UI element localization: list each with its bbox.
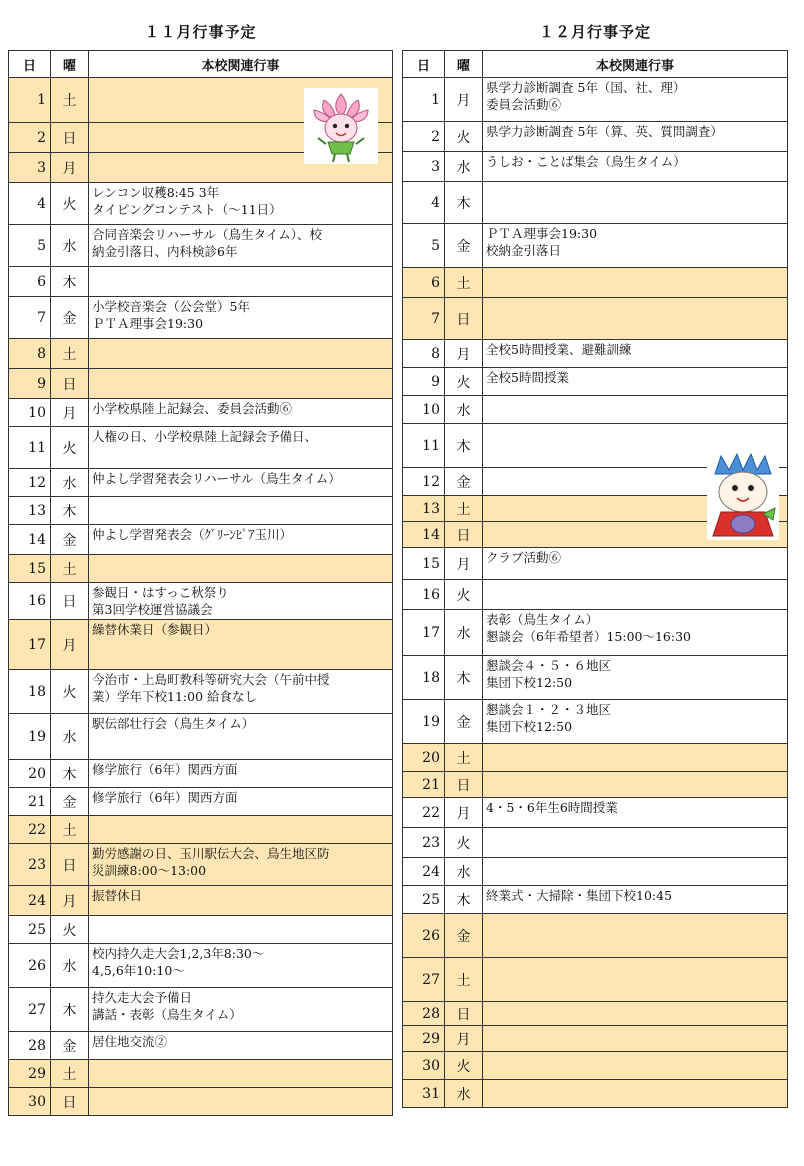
day-cell: 1: [9, 78, 51, 123]
weekday-cell: 水: [51, 714, 89, 760]
weekday-cell: 日: [51, 844, 89, 886]
event-cell: 持久走大会予備日 講話・表彰（鳥生タイム）: [89, 988, 393, 1032]
weekday-cell: 日: [51, 369, 89, 399]
event-cell: [483, 298, 788, 340]
table-row: [9, 555, 393, 583]
table-row: [9, 427, 393, 469]
event-cell: 勤労感謝の日、玉川駅伝大会、鳥生地区防 災訓練8:00～13:00: [89, 844, 393, 886]
event-cell: 県学力診断調査 5年（算、英、質問調査）: [483, 122, 788, 152]
weekday-cell: 日: [445, 772, 483, 798]
day-cell: 21: [403, 772, 445, 798]
weekday-cell: 金: [445, 224, 483, 268]
day-cell: 12: [9, 469, 51, 497]
table-row: [9, 1088, 393, 1116]
day-cell: 4: [403, 182, 445, 224]
weekday-cell: 木: [51, 497, 89, 525]
event-cell: ＰＴＡ理事会19:30 校納金引落日: [483, 224, 788, 268]
day-cell: 23: [9, 844, 51, 886]
weekday-cell: 水: [445, 396, 483, 424]
december-table: [402, 50, 788, 1108]
table-row: [9, 497, 393, 525]
weekday-cell: 水: [51, 944, 89, 988]
day-cell: 15: [9, 555, 51, 583]
day-cell: 27: [403, 958, 445, 1002]
day-cell: 14: [403, 522, 445, 548]
table-row: [9, 1060, 393, 1088]
header-weekday: 曜: [445, 51, 483, 78]
table-row: [9, 620, 393, 670]
weekday-cell: 土: [51, 339, 89, 369]
event-cell: 懇談会１・２・３地区 集団下校12:50: [483, 700, 788, 744]
weekday-cell: 土: [51, 78, 89, 123]
event-cell: 仲よし学習発表会（ｸﾞﾘｰﾝﾋﾟｱ玉川）: [89, 525, 393, 555]
table-row: [403, 224, 788, 268]
event-cell: 4・5・6年生6時間授業: [483, 798, 788, 828]
weekday-cell: 金: [445, 914, 483, 958]
event-cell: 今治市・上島町教科等研究大会（午前中授 業）学年下校11:00 給食なし: [89, 670, 393, 714]
weekday-cell: 火: [445, 580, 483, 610]
event-cell: 振替休日: [89, 886, 393, 916]
weekday-cell: 月: [445, 798, 483, 828]
lotus-mascot-icon: [304, 88, 378, 164]
december-title: １２月行事予定: [538, 23, 651, 41]
weekday-cell: 金: [51, 1032, 89, 1060]
table-row: [9, 788, 393, 816]
event-cell: 小学校音楽会（公会堂）5年 ＰＴＡ理事会19:30: [89, 297, 393, 339]
table-row: [403, 580, 788, 610]
table-row: [403, 1052, 788, 1080]
event-cell: [483, 914, 788, 958]
event-cell: 居住地交流②: [89, 1032, 393, 1060]
weekday-cell: 日: [445, 522, 483, 548]
weekday-cell: 木: [445, 424, 483, 468]
day-cell: 9: [403, 368, 445, 396]
day-cell: 10: [9, 399, 51, 427]
weekday-cell: 水: [445, 858, 483, 886]
event-cell: 仲よし学習発表会リハーサル（鳥生タイム）: [89, 469, 393, 497]
table-header-row: [9, 51, 393, 78]
weekday-cell: 木: [445, 886, 483, 914]
weekday-cell: 金: [445, 468, 483, 496]
weekday-cell: 火: [445, 1052, 483, 1080]
event-cell: クラブ活動⑥: [483, 548, 788, 580]
table-row: [403, 828, 788, 858]
day-cell: 3: [403, 152, 445, 182]
table-row: [403, 1026, 788, 1052]
table-row: [9, 297, 393, 339]
day-cell: 24: [403, 858, 445, 886]
day-cell: 25: [9, 916, 51, 944]
event-cell: [483, 744, 788, 772]
day-cell: 16: [9, 583, 51, 620]
day-cell: 2: [9, 123, 51, 153]
table-row: [9, 583, 393, 620]
day-cell: 22: [9, 816, 51, 844]
event-cell: 駅伝部壮行会（鳥生タイム）: [89, 714, 393, 760]
weekday-cell: 月: [445, 340, 483, 368]
weekday-cell: 木: [51, 760, 89, 788]
day-cell: 4: [9, 183, 51, 225]
event-cell: [89, 339, 393, 369]
table-row: [9, 469, 393, 497]
table-row: [9, 760, 393, 788]
day-cell: 2: [403, 122, 445, 152]
event-cell: 修学旅行（6年）関西方面: [89, 760, 393, 788]
weekday-cell: 日: [445, 298, 483, 340]
table-row: [403, 368, 788, 396]
event-cell: [483, 828, 788, 858]
event-cell: 全校5時間授業: [483, 368, 788, 396]
event-cell: うしお・ことば集会（鳥生タイム）: [483, 152, 788, 182]
table-row: [403, 1080, 788, 1108]
event-cell: [483, 1026, 788, 1052]
event-cell: 懇談会４・５・６地区 集団下校12:50: [483, 656, 788, 700]
weekday-cell: 木: [445, 182, 483, 224]
weekday-cell: 火: [51, 670, 89, 714]
event-cell: レンコン収穫8:45 3年 タイピングコンテスト（～11日）: [89, 183, 393, 225]
event-cell: 小学校県陸上記録会、委員会活動⑥: [89, 399, 393, 427]
table-row: [9, 844, 393, 886]
event-cell: [89, 555, 393, 583]
weekday-cell: 月: [51, 153, 89, 183]
day-cell: 8: [9, 339, 51, 369]
table-row: [403, 886, 788, 914]
event-cell: 校内持久走大会1,2,3年8:30～ 4,5,6年10:10～: [89, 944, 393, 988]
event-cell: [483, 396, 788, 424]
event-cell: 参観日・はすっこ秋祭り 第3回学校運営協議会: [89, 583, 393, 620]
weekday-cell: 金: [51, 788, 89, 816]
table-row: [9, 714, 393, 760]
event-cell: [89, 816, 393, 844]
weekday-cell: 火: [445, 368, 483, 396]
day-cell: 18: [403, 656, 445, 700]
weekday-cell: 月: [51, 620, 89, 670]
table-row: [9, 225, 393, 267]
table-row: [9, 1032, 393, 1060]
day-cell: 28: [9, 1032, 51, 1060]
table-row: [403, 914, 788, 958]
header-event: 本校関連行事: [89, 51, 393, 78]
weekday-cell: 土: [445, 958, 483, 1002]
event-cell: [89, 267, 393, 297]
november-rows: [9, 78, 393, 1116]
day-cell: 20: [9, 760, 51, 788]
weekday-cell: 日: [51, 123, 89, 153]
event-cell: 人権の日、小学校県陸上記録会予備日、: [89, 427, 393, 469]
event-cell: [483, 182, 788, 224]
weekday-cell: 日: [51, 1088, 89, 1116]
day-cell: 17: [9, 620, 51, 670]
day-cell: 9: [9, 369, 51, 399]
weekday-cell: 水: [445, 610, 483, 656]
weekday-cell: 火: [445, 828, 483, 858]
table-row: [403, 610, 788, 656]
table-row: [403, 772, 788, 798]
event-cell: [483, 268, 788, 298]
day-cell: 23: [403, 828, 445, 858]
weekday-cell: 金: [445, 700, 483, 744]
weekday-cell: 月: [445, 78, 483, 122]
day-cell: 3: [9, 153, 51, 183]
weekday-cell: 土: [445, 744, 483, 772]
weekday-cell: 月: [51, 886, 89, 916]
event-cell: [483, 858, 788, 886]
weekday-cell: 水: [445, 152, 483, 182]
weekday-cell: 日: [51, 583, 89, 620]
day-cell: 7: [9, 297, 51, 339]
day-cell: 16: [403, 580, 445, 610]
day-cell: 20: [403, 744, 445, 772]
november-table: [8, 50, 393, 1116]
table-row: [9, 670, 393, 714]
day-cell: 7: [403, 298, 445, 340]
day-cell: 8: [403, 340, 445, 368]
header-event: 本校関連行事: [483, 51, 788, 78]
table-row: [403, 396, 788, 424]
november-title: １１月行事予定: [144, 23, 257, 41]
day-cell: 22: [403, 798, 445, 828]
table-row: [403, 298, 788, 340]
event-cell: 県学力診断調査 5年（国、社、理） 委員会活動⑥: [483, 78, 788, 122]
weekday-cell: 木: [51, 988, 89, 1032]
event-cell: 終業式・大掃除・集団下校10:45: [483, 886, 788, 914]
header-weekday: 曜: [51, 51, 89, 78]
table-row: [403, 798, 788, 828]
day-cell: 14: [9, 525, 51, 555]
header-day: 日: [9, 51, 51, 78]
table-row: [9, 267, 393, 297]
day-cell: 24: [9, 886, 51, 916]
day-cell: 26: [403, 914, 445, 958]
table-row: [9, 369, 393, 399]
event-cell: [89, 369, 393, 399]
event-cell: [483, 1052, 788, 1080]
table-row: [9, 988, 393, 1032]
table-row: [9, 339, 393, 369]
weekday-cell: 金: [51, 297, 89, 339]
day-cell: 5: [9, 225, 51, 267]
weekday-cell: 月: [445, 548, 483, 580]
event-cell: 修学旅行（6年）関西方面: [89, 788, 393, 816]
december-rows: [403, 78, 788, 1108]
event-cell: [483, 580, 788, 610]
weekday-cell: 日: [445, 1002, 483, 1026]
table-header-row: [403, 51, 788, 78]
weekday-cell: 土: [51, 816, 89, 844]
weekday-cell: 水: [51, 225, 89, 267]
event-cell: [483, 1080, 788, 1108]
event-cell: 繰替休業日（参観日）: [89, 620, 393, 670]
blue-flower-mascot-icon: [707, 452, 779, 540]
day-cell: 19: [9, 714, 51, 760]
day-cell: 12: [403, 468, 445, 496]
day-cell: 10: [403, 396, 445, 424]
day-cell: 6: [9, 267, 51, 297]
day-cell: 11: [403, 424, 445, 468]
december-calendar: [402, 0, 788, 1108]
table-row: [9, 886, 393, 916]
table-row: [403, 744, 788, 772]
event-cell: [89, 1088, 393, 1116]
event-cell: [89, 1060, 393, 1088]
weekday-cell: 火: [51, 916, 89, 944]
weekday-cell: 土: [51, 1060, 89, 1088]
event-cell: 表彰（鳥生タイム） 懇談会（6年希望者）15:00～16:30: [483, 610, 788, 656]
table-row: [9, 183, 393, 225]
day-cell: 25: [403, 886, 445, 914]
weekday-cell: 火: [51, 427, 89, 469]
day-cell: 13: [9, 497, 51, 525]
table-row: [9, 916, 393, 944]
weekday-cell: 月: [51, 399, 89, 427]
day-cell: 1: [403, 78, 445, 122]
table-row: [9, 816, 393, 844]
day-cell: 30: [403, 1052, 445, 1080]
event-cell: [89, 916, 393, 944]
day-cell: 19: [403, 700, 445, 744]
day-cell: 31: [403, 1080, 445, 1108]
day-cell: 6: [403, 268, 445, 298]
day-cell: 27: [9, 988, 51, 1032]
table-row: [403, 858, 788, 886]
header-day: 日: [403, 51, 445, 78]
table-row: [403, 958, 788, 1002]
table-row: [403, 700, 788, 744]
table-row: [403, 548, 788, 580]
weekday-cell: 火: [51, 183, 89, 225]
table-row: [9, 525, 393, 555]
table-row: [403, 182, 788, 224]
day-cell: 28: [403, 1002, 445, 1026]
table-row: [403, 152, 788, 182]
day-cell: 17: [403, 610, 445, 656]
weekday-cell: 水: [445, 1080, 483, 1108]
day-cell: 29: [403, 1026, 445, 1052]
weekday-cell: 土: [445, 496, 483, 522]
day-cell: 21: [9, 788, 51, 816]
event-cell: [483, 1002, 788, 1026]
table-row: [403, 268, 788, 298]
event-cell: 全校5時間授業、避難訓練: [483, 340, 788, 368]
weekday-cell: 土: [445, 268, 483, 298]
weekday-cell: 金: [51, 525, 89, 555]
table-row: [9, 944, 393, 988]
day-cell: 13: [403, 496, 445, 522]
table-row: [403, 340, 788, 368]
weekday-cell: 水: [51, 469, 89, 497]
november-calendar: [8, 0, 393, 1116]
day-cell: 5: [403, 224, 445, 268]
event-cell: [483, 772, 788, 798]
event-cell: 合同音楽会リハーサル（鳥生タイム）、校 納金引落日、内科検診6年: [89, 225, 393, 267]
day-cell: 30: [9, 1088, 51, 1116]
table-row: [403, 122, 788, 152]
weekday-cell: 木: [51, 267, 89, 297]
weekday-cell: 月: [445, 1026, 483, 1052]
day-cell: 26: [9, 944, 51, 988]
event-cell: [89, 497, 393, 525]
table-row: [403, 656, 788, 700]
weekday-cell: 木: [445, 656, 483, 700]
day-cell: 29: [9, 1060, 51, 1088]
day-cell: 15: [403, 548, 445, 580]
day-cell: 18: [9, 670, 51, 714]
day-cell: 11: [9, 427, 51, 469]
table-row: [403, 78, 788, 122]
event-cell: [483, 958, 788, 1002]
table-row: [9, 399, 393, 427]
table-row: [403, 1002, 788, 1026]
weekday-cell: 火: [445, 122, 483, 152]
weekday-cell: 土: [51, 555, 89, 583]
